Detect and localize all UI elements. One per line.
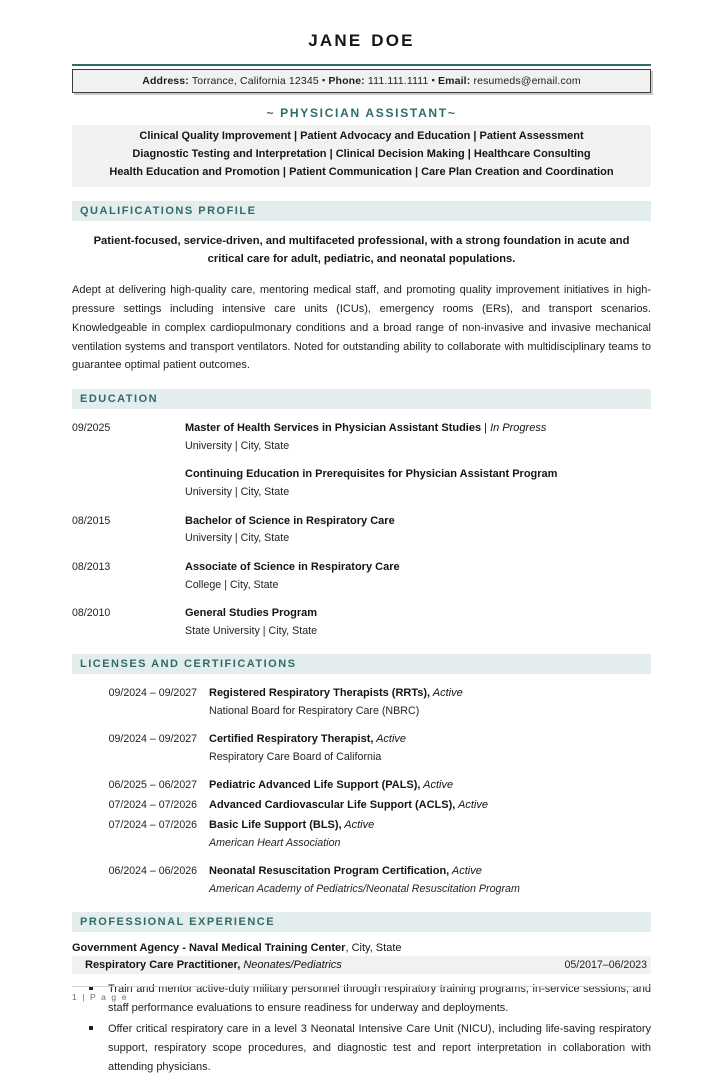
experience-org-location: , City, State	[345, 942, 402, 955]
page-number: 1 | P a g e	[72, 992, 129, 1002]
license-issuer: National Board for Respiratory Care (NBRC)	[209, 704, 420, 717]
license-name-text: Basic Life Support (BLS),	[209, 818, 342, 831]
education-date: 08/2015	[72, 514, 111, 527]
license-entry	[72, 731, 651, 766]
email-value: resumeds@email.com	[470, 75, 581, 88]
license-name-text: Neonatal Resuscitation Program Certification,	[209, 865, 450, 878]
license-name	[209, 685, 651, 703]
experience-organization	[72, 942, 651, 954]
license-name	[209, 863, 651, 881]
license-name-text: Advanced Cardiovascular Life Support (ACLS),	[209, 799, 456, 812]
address-value: Torrance, California 12345	[188, 75, 322, 88]
license-entry	[72, 797, 651, 815]
education-degree	[185, 420, 651, 438]
section-heading-experience: PROFESSIONAL EXPERIENCE	[72, 912, 651, 932]
education-date: 08/2010	[72, 606, 111, 619]
license-status: Active	[455, 799, 488, 812]
license-status: Active	[341, 818, 375, 831]
education-degree-text: Continuing Education in Prerequisites for Physician Assistant Program	[185, 468, 558, 481]
skills-line: Diagnostic Testing and Interpretation | Clinical Decision Making | Healthcare Consulting	[132, 148, 591, 161]
skills-line: Clinical Quality Improvement | Patient Advocacy and Education | Patient Assessment	[139, 130, 584, 143]
education-degree	[185, 605, 651, 623]
education-entry	[72, 420, 651, 455]
license-date: 06/2025 – 06/2027	[108, 779, 197, 792]
qualifications-body: Adept at delivering high-quality care, mentoring medical staff, and promoting quality improvement initiatives in high-pressure settings including intensive care units (ICUs), emergency rooms (ERs), and transport scenarios. Knowledgeable in complex cardiopulmonary conditions and a broad range of non-invasive and invasive mechanical ventilation systems and transport ventilators. Noted for outstanding ability to collaborate with multidisciplinary teams to guarantee optimal patient outcomes.	[72, 283, 651, 372]
experience-bullet	[72, 1020, 651, 1077]
experience-dates: 05/2017–06/2023	[564, 959, 647, 972]
education-degree-text: Master of Health Services in Physician Assistant Studies	[185, 422, 482, 435]
license-issuer: Respiratory Care Board of California	[209, 750, 382, 763]
experience-role-title: Respiratory Care Practitioner,	[85, 959, 241, 972]
separator-bullet-1: ▪	[321, 75, 326, 86]
education-entry	[72, 605, 651, 640]
education-institution: State University | City, State	[185, 624, 318, 637]
license-status: Active	[449, 865, 482, 878]
education-entry	[72, 559, 651, 594]
license-name-text: Registered Respiratory Therapists (RRTs),	[209, 687, 431, 700]
email-label: Email:	[434, 75, 471, 88]
license-name	[209, 797, 651, 815]
education-degree	[185, 513, 651, 531]
education-detail	[185, 466, 651, 501]
address-label: Address:	[142, 75, 189, 88]
phone-value: 111.111.1111	[364, 75, 432, 88]
license-detail	[209, 797, 651, 815]
education-status: In Progress	[490, 422, 547, 435]
contact-bar	[72, 69, 651, 93]
license-name	[209, 731, 651, 749]
education-date: 08/2013	[72, 560, 111, 573]
education-degree-text: Associate of Science in Respiratory Care	[185, 560, 400, 573]
education-degree-text: Bachelor of Science in Respiratory Care	[185, 514, 395, 527]
skills-line: Health Education and Promotion | Patient Communication | Care Plan Creation and Coordination	[109, 166, 614, 179]
education-date: 09/2025	[72, 422, 111, 435]
license-status: Active	[373, 733, 407, 746]
experience-org-name: Government Agency - Naval Medical Training Center	[72, 942, 346, 955]
education-degree-separator: |	[481, 422, 491, 435]
experience-role-row	[72, 956, 651, 974]
license-detail	[209, 817, 651, 852]
separator-bullet-2: ▪	[431, 75, 435, 86]
license-detail	[209, 731, 651, 766]
license-name	[209, 777, 651, 795]
license-entry	[72, 863, 651, 898]
education-detail	[185, 559, 651, 594]
education-entry	[72, 513, 651, 548]
education-degree	[185, 559, 651, 577]
license-detail	[209, 685, 651, 720]
education-entry	[72, 466, 651, 501]
phone-label: Phone:	[325, 75, 365, 88]
license-entry	[72, 777, 651, 795]
education-institution: University | City, State	[185, 486, 290, 499]
license-entry	[72, 817, 651, 852]
footer-divider	[72, 986, 651, 987]
experience-role-specialty: Neonates/Pediatrics	[240, 959, 342, 972]
page-footer	[72, 986, 651, 1002]
license-date: 07/2024 – 07/2026	[108, 818, 197, 831]
candidate-name: jane doe	[308, 25, 415, 52]
education-detail	[185, 420, 651, 455]
license-name-text: Pediatric Advanced Life Support (PALS),	[209, 779, 421, 792]
license-detail	[209, 863, 651, 898]
license-detail	[209, 777, 651, 795]
education-institution: College | City, State	[185, 578, 279, 591]
experience-bullet-text: Offer critical respiratory care in a level 3 Neonatal Intensive Care Unit (NICU), including life-saving respiratory support, respiratory scope procedures, and diagnostic test and report interpretation in collaboration with attending physicians.	[108, 1023, 651, 1073]
section-heading-qualifications: QUALIFICATIONS PROFILE	[72, 201, 651, 221]
education-date	[72, 466, 185, 501]
header-divider-rule	[72, 64, 651, 66]
square-bullet-icon	[89, 1026, 93, 1030]
license-date: 07/2024 – 07/2026	[108, 799, 197, 812]
license-date: 06/2024 – 06/2026	[108, 865, 197, 878]
section-heading-licenses: LICENSES AND CERTIFICATIONS	[72, 654, 651, 674]
license-name-text: Certified Respiratory Therapist,	[209, 733, 374, 746]
core-skills-band	[72, 125, 651, 186]
license-status: Active	[420, 779, 454, 792]
license-status: Active	[430, 687, 463, 700]
education-institution: University | City, State	[185, 532, 290, 545]
license-date: 09/2024 – 09/2027	[108, 733, 197, 746]
license-date: 09/2024 – 09/2027	[108, 687, 197, 700]
qualifications-lead: Patient-focused, service-driven, and multifaceted professional, with a strong foundation in acute and critical care for adult, pediatric, and neonatal populations.	[93, 234, 630, 266]
license-name	[209, 817, 651, 835]
license-issuer: American Heart Association	[209, 836, 341, 849]
license-entry	[72, 685, 651, 720]
education-degree-text: General Studies Program	[185, 606, 318, 619]
education-degree	[185, 466, 651, 484]
education-detail	[185, 605, 651, 640]
section-heading-education: EDUCATION	[72, 389, 651, 409]
contact-bar-wrapper	[72, 69, 651, 93]
education-institution: University | City, State	[185, 440, 290, 453]
education-detail	[185, 513, 651, 548]
license-issuer: American Academy of Pediatrics/Neonatal Resuscitation Program	[209, 882, 520, 895]
experience-bullet-text: Train and mentor active-duty military personnel through respiratory training programs, in-service sessions, and staff performance evaluations to ensure readiness for underway and deployments.	[108, 983, 651, 1015]
experience-role	[85, 959, 342, 971]
target-job-title: ~ PHYSICIAN ASSISTANT~	[266, 106, 457, 121]
